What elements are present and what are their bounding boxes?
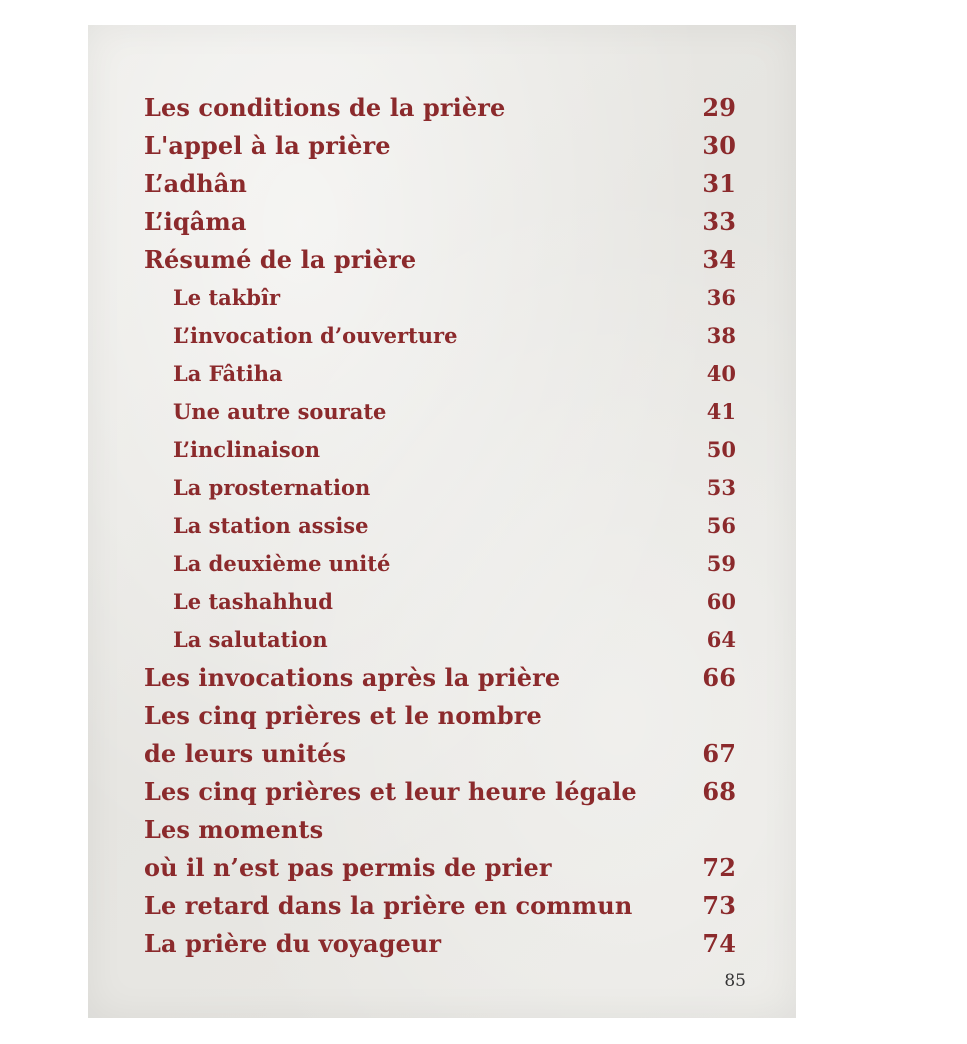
toc-entry-title: Les cinq prières et le nombre bbox=[144, 701, 542, 730]
toc-entry bbox=[144, 811, 738, 849]
toc-entry-page: 53 bbox=[706, 475, 736, 500]
toc-entry bbox=[144, 89, 738, 127]
toc-entry-title: où il n’est pas permis de prier bbox=[144, 853, 552, 882]
toc-entry-page: 59 bbox=[706, 551, 736, 576]
toc-entry bbox=[144, 203, 738, 241]
toc-entry bbox=[144, 697, 738, 735]
toc-entry-title: La Fâtiha bbox=[173, 361, 283, 386]
toc-entry-page: 41 bbox=[706, 399, 736, 424]
toc-entry bbox=[144, 735, 738, 773]
toc-entry-title: L'appel à la prière bbox=[144, 131, 391, 160]
toc-entry-title: L’adhân bbox=[144, 169, 247, 198]
toc-entry bbox=[144, 773, 738, 811]
toc-entry-title: L’invocation d’ouverture bbox=[173, 323, 458, 348]
page-number: 85 bbox=[724, 971, 746, 991]
toc-entry bbox=[144, 279, 738, 317]
toc-entry-title: Les cinq prières et leur heure légale bbox=[144, 777, 637, 806]
toc-entry-title: La deuxième unité bbox=[173, 551, 391, 576]
toc-entry-page: 33 bbox=[702, 207, 736, 236]
toc-entry bbox=[144, 127, 738, 165]
toc-entry-title: Le retard dans la prière en commun bbox=[144, 891, 633, 920]
toc-entry-page: 40 bbox=[706, 361, 736, 386]
toc-entry-title: de leurs unités bbox=[144, 739, 347, 768]
toc-entry-title: La prière du voyageur bbox=[144, 929, 442, 958]
toc-entry-page: 73 bbox=[702, 891, 736, 920]
toc-entry-title: L’inclinaison bbox=[173, 437, 320, 462]
toc-entry-page: 74 bbox=[702, 929, 736, 958]
toc-entry-page: 50 bbox=[706, 437, 736, 462]
toc-entry-title: La salutation bbox=[173, 627, 328, 652]
toc-entry-page: 66 bbox=[702, 663, 736, 692]
toc-entry-title: La station assise bbox=[173, 513, 369, 538]
toc-entry bbox=[144, 469, 738, 507]
book-page bbox=[88, 25, 796, 1018]
toc-entry-title: L’iqâma bbox=[144, 207, 247, 236]
toc-entry-title: Une autre sourate bbox=[173, 399, 387, 424]
toc-entry bbox=[144, 507, 738, 545]
toc-entry bbox=[144, 887, 738, 925]
toc-entry bbox=[144, 431, 738, 469]
toc-entry-page: 31 bbox=[702, 169, 736, 198]
toc-entry-page: 67 bbox=[702, 739, 736, 768]
toc-entry-page: 64 bbox=[706, 627, 736, 652]
toc-entry-title: Les invocations après la prière bbox=[144, 663, 561, 692]
toc-entry bbox=[144, 583, 738, 621]
toc-entry bbox=[144, 621, 738, 659]
toc-entry-title: Le tashahhud bbox=[173, 589, 333, 614]
toc-entry-title: La prosternation bbox=[173, 475, 371, 500]
toc-entry-page: 60 bbox=[706, 589, 736, 614]
toc-entry-page: 38 bbox=[706, 323, 736, 348]
toc-entry bbox=[144, 659, 738, 697]
toc-entry-title: Résumé de la prière bbox=[144, 245, 417, 274]
table-of-contents bbox=[144, 89, 738, 963]
toc-entry-page: 56 bbox=[706, 513, 736, 538]
toc-entry-title: Les conditions de la prière bbox=[144, 93, 506, 122]
toc-entry-page: 34 bbox=[702, 245, 736, 274]
toc-entry bbox=[144, 849, 738, 887]
toc-entry bbox=[144, 165, 738, 203]
toc-entry bbox=[144, 545, 738, 583]
toc-entry-title: Le takbîr bbox=[173, 285, 281, 310]
toc-entry-title: Les moments bbox=[144, 815, 324, 844]
toc-entry bbox=[144, 925, 738, 963]
toc-entry bbox=[144, 393, 738, 431]
toc-entry bbox=[144, 355, 738, 393]
toc-entry-page: 68 bbox=[702, 777, 736, 806]
toc-entry-page: 30 bbox=[702, 131, 736, 160]
toc-entry bbox=[144, 241, 738, 279]
toc-entry-page: 72 bbox=[702, 853, 736, 882]
toc-entry-page: 36 bbox=[706, 285, 736, 310]
toc-entry-page: 29 bbox=[702, 93, 736, 122]
toc-entry bbox=[144, 317, 738, 355]
